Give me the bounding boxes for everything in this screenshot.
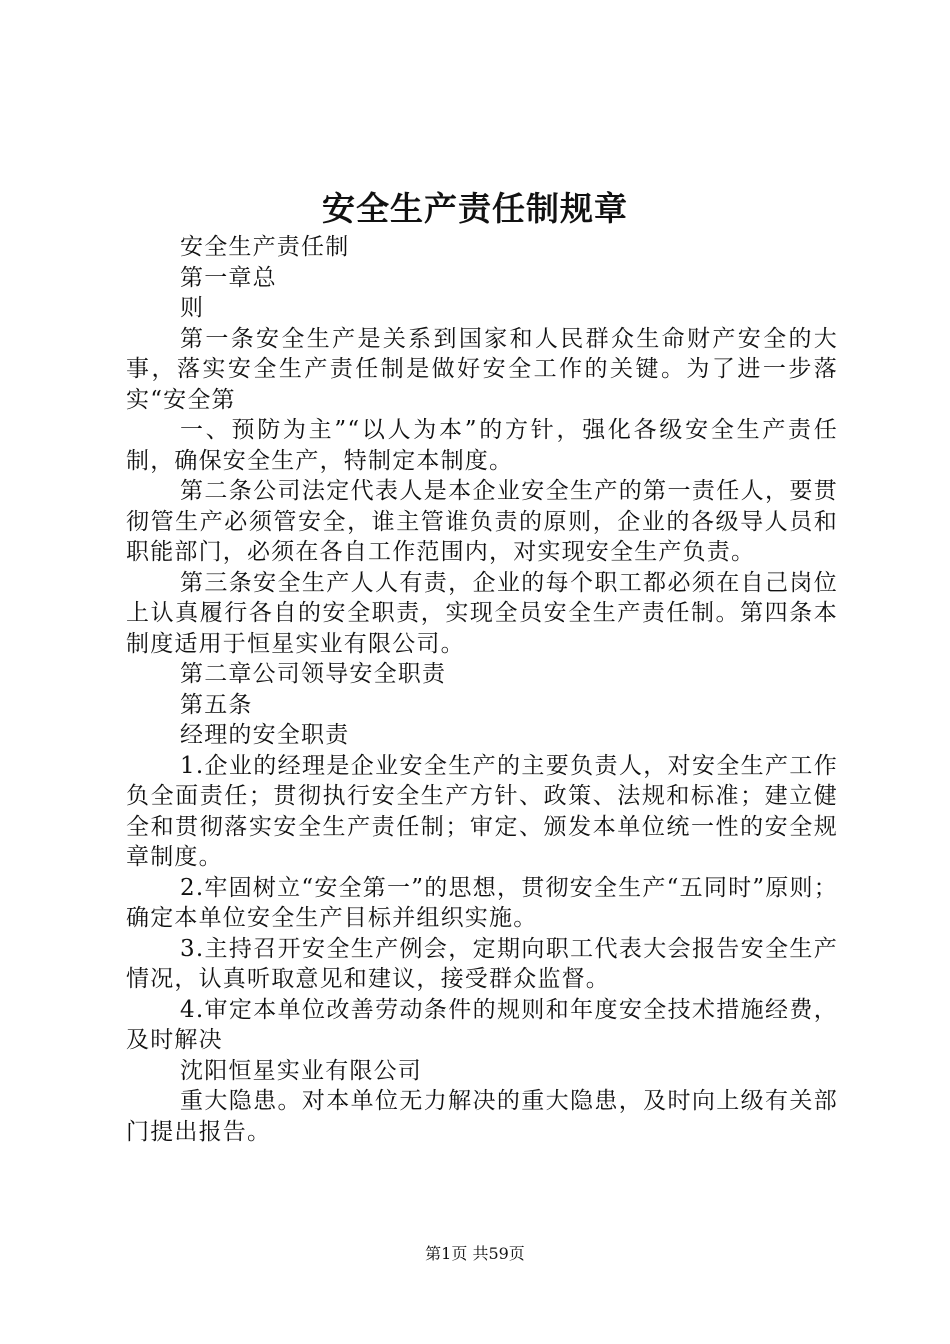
paragraph: 第二章公司领导安全职责 (180, 661, 447, 687)
paragraph: 4.审定本单位改善劳动条件的规则和年度安全技术措施经费，及时解决 (126, 996, 838, 1053)
paragraph: 3.主持召开安全生产例会，定期向职工代表大会报告安全生产情况，认真听取意见和建议，接受群众监督。 (126, 935, 838, 992)
paragraph: 第五条 (180, 691, 253, 718)
paragraph: 第一条安全生产是关系到国家和人民群众生命财产安全的大事，落实安全生产责任制是做好安全工作的关键。为了进一步落实“安全第 (126, 325, 838, 413)
paragraph: 重大隐患。对本单位无力解决的重大隐患，及时向上级有关部门提出报告。 (126, 1088, 838, 1145)
paragraph: 第三条安全生产人人有责，企业的每个职工都必须在自己岗位上认真履行各自的安全职责，实现全员安全生产责任制。第四条本制度适用于恒星实业有限公司。 (126, 569, 838, 657)
document-body (126, 232, 838, 1147)
paragraph: 安全生产责任制 (180, 234, 350, 260)
paragraph: 第二条公司法定代表人是本企业安全生产的第一责任人，要贯彻管生产必须管安全，谁主管谁负责的原则，企业的各级导人员和职能部门，必须在各自工作范围内，对实现安全生产负责。 (126, 478, 838, 565)
paragraph: 一、预防为主”“以人为本”的方针，强化各级安全生产责任制，确保安全生产，特制定本制度。 (126, 417, 838, 474)
paragraph: 沈阳恒星实业有限公司 (180, 1057, 422, 1084)
paragraph: 则 (180, 295, 205, 321)
paragraph: 1.企业的经理是企业安全生产的主要负责人，对安全生产工作负全面责任；贯彻执行安全生产方针、政策、法规和标准；建立健全和贯彻落实安全生产责任制；审定、颁发本单位统一性的安全规章制度。 (126, 752, 838, 870)
page-footer: 第1页 共59页 (425, 1244, 525, 1263)
paragraph: 第一章总 (180, 264, 277, 291)
paragraph: 经理的安全职责 (180, 722, 350, 748)
paragraph: 2.牢固树立“安全第一”的思想，贯彻安全生产“五同时”原则；确定本单位安全生产目标并组织实施。 (126, 874, 838, 931)
document-title: 安全生产责任制规章 (322, 189, 628, 228)
